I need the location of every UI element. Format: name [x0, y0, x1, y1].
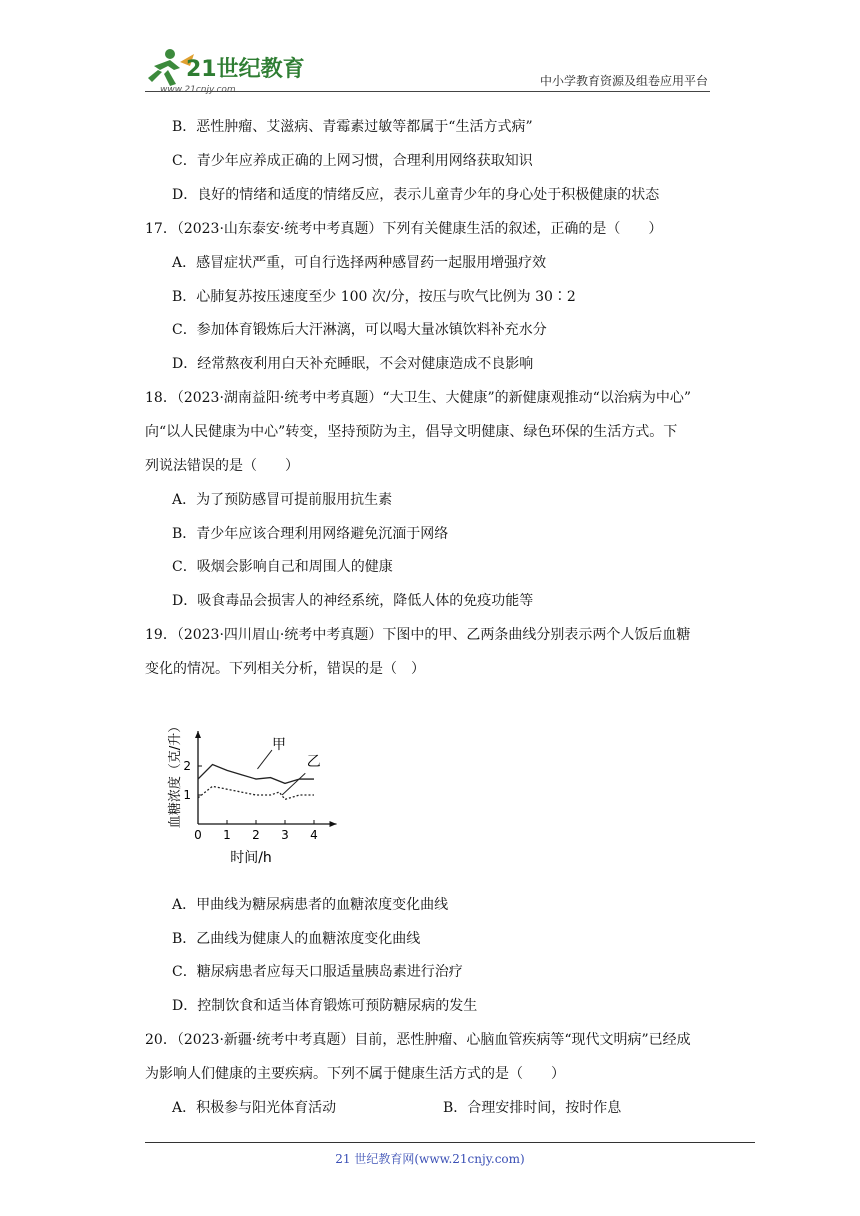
q18-stem-line1: 18．（2023·湖南益阳·统考中考真题）“大卫生、大健康”的新健康观推动“以治病为中心”	[145, 390, 691, 406]
x-axis-arrow	[330, 821, 337, 827]
y-axis-arrow	[195, 731, 201, 738]
x-axis-label: 时间/h	[230, 850, 272, 866]
q18-option-b: B．青少年应该合理利用网络避免沉湎于网络	[172, 526, 449, 542]
q16-option-c: C．青少年应养成正确的上网习惯，合理利用网络获取知识	[172, 153, 533, 169]
y-axis-label: 血糖浓度（克/升）	[168, 719, 183, 829]
q19-stem-line1: 19．（2023·四川眉山·统考中考真题）下图中的甲、乙两条曲线分别表示两个人饭后血糖	[145, 627, 691, 643]
series-yi-label: 乙	[306, 754, 321, 770]
q16-option-d: D．良好的情绪和适度的情绪反应，表示儿童青少年的身心处于积极健康的状态	[172, 187, 660, 203]
q17-stem: 17．（2023·山东泰安·统考中考真题）下列有关健康生活的叙述，正确的是（ ）	[145, 221, 663, 237]
x-tick-label: 3	[281, 828, 289, 842]
q20-stem-line2: 为影响人们健康的主要疾病。下列不属于健康生活方式的是（ ）	[145, 1066, 565, 1082]
platform-name: 中小学教育资源及组卷应用平台	[539, 74, 708, 88]
q19-option-c: C．糖尿病患者应每天口服适量胰岛素进行治疗	[172, 964, 463, 980]
q19-option-b: B．乙曲线为健康人的血糖浓度变化曲线	[172, 931, 421, 947]
x-tick-label: 4	[310, 828, 318, 842]
q18-stem-line2: 向“以人民健康为中心”转变，坚持预防为主，倡导文明健康、绿色环保的生活方式。下	[145, 424, 678, 440]
q19-stem-line2: 变化的情况。下列相关分析，错误的是（ ）	[145, 661, 425, 677]
series-yi-leader	[282, 773, 305, 795]
y-tick-label: 2	[183, 759, 191, 773]
q20-option-a: A．积极参与阳光体育活动	[172, 1100, 337, 1116]
y-tick-label: 1	[183, 788, 191, 802]
q18-option-a: A．为了预防感冒可提前服用抗生素	[172, 492, 393, 508]
blood-sugar-chart	[163, 698, 363, 878]
q20-stem-line1: 20．（2023·新疆·统考中考真题）目前，恶性肿瘤、心脑血管疾病等“现代文明病”已经成	[145, 1032, 691, 1048]
logo-url-text: www.21cnjy.com	[160, 85, 236, 95]
series-line-jia	[198, 765, 314, 784]
q17-option-a: A．感冒症状严重，可自行选择两种感冒药一起服用增强疗效	[172, 255, 547, 271]
logo-text: 21世纪教育	[186, 57, 305, 82]
x-tick-label: 2	[252, 828, 260, 842]
q18-option-d: D．吸食毒品会损害人的神经系统，降低人体的免疫功能等	[172, 593, 534, 609]
q18-option-c: C．吸烟会影响自己和周围人的健康	[172, 559, 393, 575]
footer-divider	[145, 1142, 755, 1143]
series-jia-label: 甲	[271, 737, 286, 754]
21cnjy-logo	[140, 40, 310, 96]
q17-option-d: D．经常熬夜利用白天补充睡眠，不会对健康造成不良影响	[172, 356, 534, 372]
series-line-yi	[198, 786, 314, 799]
x-tick-label: 0	[194, 828, 202, 842]
q19-option-d: D．控制饮食和适当体育锻炼可预防糖尿病的发生	[172, 998, 478, 1014]
q18-stem-line3: 列说法错误的是（ ）	[145, 458, 299, 474]
q20-option-b: B．合理安排时间，按时作息	[443, 1100, 622, 1116]
q16-option-b: B．恶性肿瘤、艾滋病、青霉素过敏等都属于“生活方式病”	[172, 119, 533, 135]
q19-option-a: A．甲曲线为糖尿病患者的血糖浓度变化曲线	[172, 897, 449, 913]
series-jia-leader	[257, 750, 272, 769]
header-divider	[145, 91, 710, 92]
x-tick-label: 1	[223, 828, 231, 842]
q17-option-b: B．心肺复苏按压速度至少 100 次/分，按压与吹气比例为 30∶2	[172, 289, 576, 305]
q17-option-c: C．参加体育锻炼后大汗淋漓，可以喝大量冰镇饮料补充水分	[172, 322, 547, 338]
footer-text: 21 世纪教育网(www.21cnjy.com)	[335, 1152, 525, 1166]
